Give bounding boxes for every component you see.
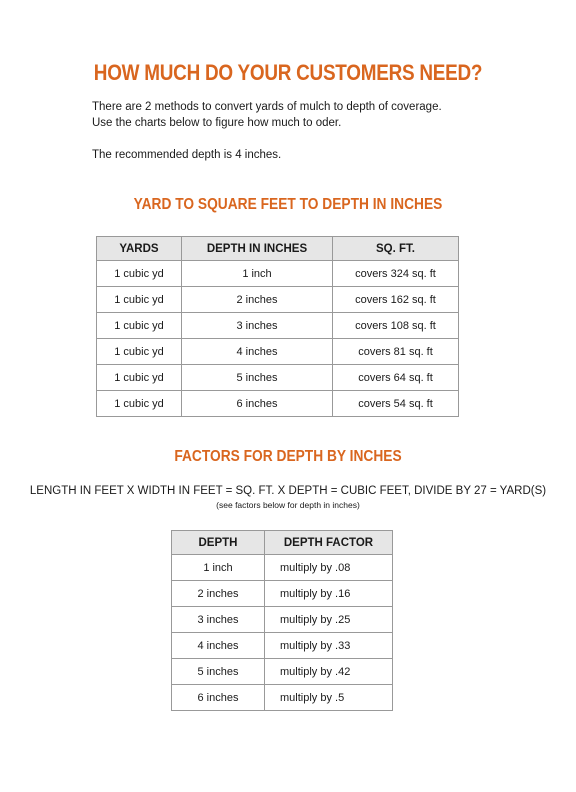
table-cell: covers 324 sq. ft — [333, 261, 459, 287]
table-cell: covers 81 sq. ft — [333, 339, 459, 365]
intro-line-1: There are 2 methods to convert yards of mulch to depth of coverage. — [92, 101, 442, 113]
table-header-row — [172, 531, 393, 555]
column-header: DEPTH IN INCHES — [182, 237, 333, 261]
table-row — [172, 659, 393, 685]
table-row — [97, 339, 459, 365]
table-cell: 2 inches — [172, 581, 265, 607]
table-row — [97, 313, 459, 339]
table-cell: 3 inches — [182, 313, 333, 339]
table-cell: 6 inches — [182, 391, 333, 417]
section-heading-factors: FACTORS FOR DEPTH BY INCHES — [174, 448, 402, 465]
table-row — [97, 391, 459, 417]
table-row — [97, 365, 459, 391]
table-cell: covers 162 sq. ft — [333, 287, 459, 313]
table-cell: multiply by .16 — [265, 581, 393, 607]
table-cell: multiply by .42 — [265, 659, 393, 685]
table-cell: 4 inches — [182, 339, 333, 365]
table-cell: 1 inch — [182, 261, 333, 287]
section-heading-yards: YARD TO SQUARE FEET TO DEPTH IN INCHES — [133, 196, 443, 213]
column-header: DEPTH FACTOR — [265, 531, 393, 555]
table-cell: covers 54 sq. ft — [333, 391, 459, 417]
yards-coverage-table — [96, 236, 459, 417]
column-header: YARDS — [97, 237, 182, 261]
table-cell: multiply by .33 — [265, 633, 393, 659]
table-cell: covers 64 sq. ft — [333, 365, 459, 391]
table-cell: 1 cubic yd — [97, 313, 182, 339]
table-cell: 5 inches — [172, 659, 265, 685]
table-cell: 3 inches — [172, 607, 265, 633]
table-cell: multiply by .5 — [265, 685, 393, 711]
table-cell: multiply by .08 — [265, 555, 393, 581]
table-cell: 1 cubic yd — [97, 287, 182, 313]
table-row — [172, 555, 393, 581]
table-row — [172, 581, 393, 607]
table-row — [172, 633, 393, 659]
formula-text: LENGTH IN FEET X WIDTH IN FEET = SQ. FT. X DEPTH = CUBIC FEET, DIVIDE BY 27 = YARD(S) — [29, 485, 547, 497]
depth-factor-table — [171, 530, 393, 711]
table-cell: 2 inches — [182, 287, 333, 313]
table-row — [172, 685, 393, 711]
page-title: HOW MUCH DO YOUR CUSTOMERS NEED? — [93, 60, 483, 85]
table-cell: 1 cubic yd — [97, 339, 182, 365]
formula-note: (see factors below for depth in inches) — [216, 500, 360, 510]
table-header-row — [97, 237, 459, 261]
intro-text — [92, 99, 512, 163]
column-header: DEPTH — [172, 531, 265, 555]
table-cell: 4 inches — [172, 633, 265, 659]
table-cell: 6 inches — [172, 685, 265, 711]
table-row — [97, 287, 459, 313]
table-row — [172, 607, 393, 633]
table-cell: 1 inch — [172, 555, 265, 581]
table-cell: 5 inches — [182, 365, 333, 391]
table-row — [97, 261, 459, 287]
intro-line-2: Use the charts below to figure how much to oder. — [92, 117, 342, 129]
table-cell: 1 cubic yd — [97, 261, 182, 287]
table-cell: 1 cubic yd — [97, 365, 182, 391]
column-header: SQ. FT. — [333, 237, 459, 261]
table-cell: 1 cubic yd — [97, 391, 182, 417]
intro-line-3: The recommended depth is 4 inches. — [92, 149, 282, 161]
table-cell: multiply by .25 — [265, 607, 393, 633]
table-cell: covers 108 sq. ft — [333, 313, 459, 339]
